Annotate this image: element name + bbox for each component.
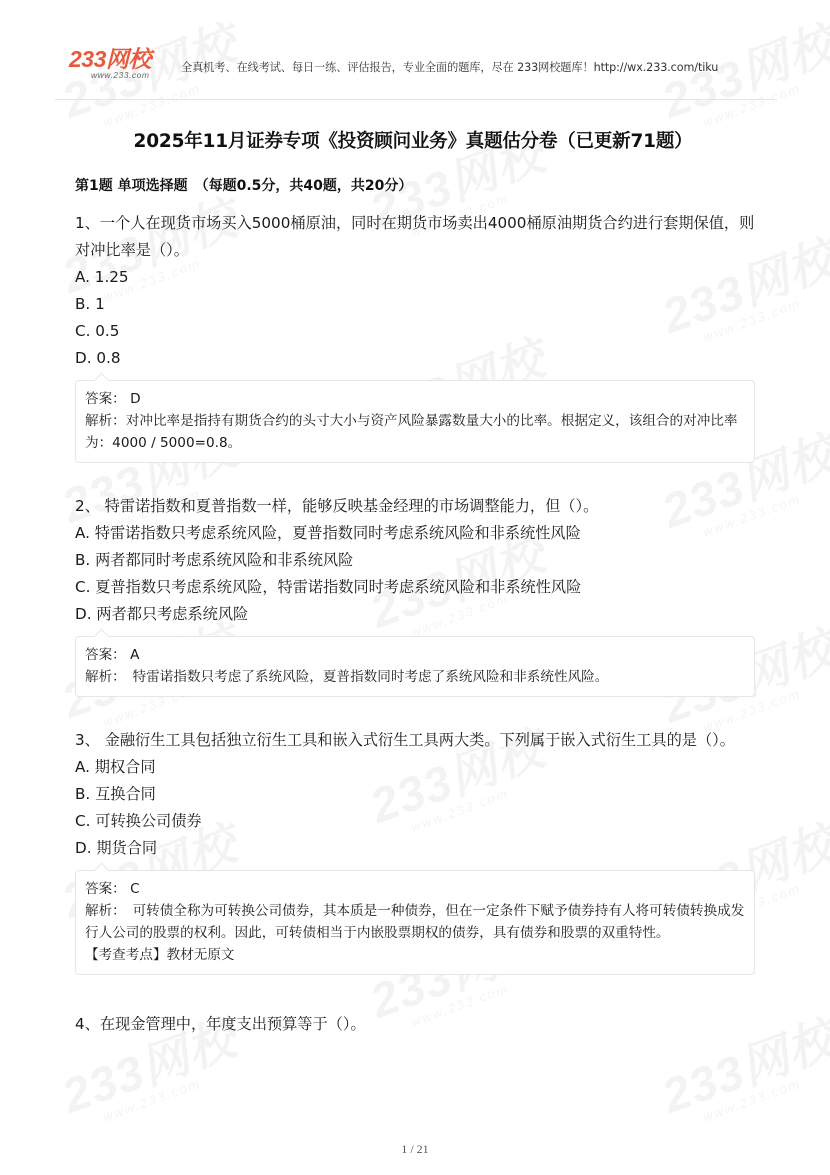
document-title: 2025年11月证券专项《投资顾问业务》真题估分卷（已更新71题） xyxy=(133,131,693,152)
explanation-label: 解析： xyxy=(85,413,126,429)
question-3 xyxy=(75,727,755,975)
option-a: A. 1.25 xyxy=(75,268,129,286)
option-d: D. 0.8 xyxy=(75,349,121,367)
explanation-label: 解析： xyxy=(85,903,119,919)
answer-box xyxy=(75,380,755,463)
answer-box xyxy=(75,636,755,697)
option-c: C. 可转换公司债券 xyxy=(75,812,202,830)
question-2 xyxy=(75,493,755,697)
page-header xyxy=(55,42,775,100)
answer-label: 答案： xyxy=(85,391,126,407)
question-1 xyxy=(75,210,755,463)
answer-value: D xyxy=(130,391,141,407)
explanation xyxy=(85,666,745,688)
answer-label: 答案： xyxy=(85,647,126,663)
explanation xyxy=(85,410,745,454)
option-a: A. 特雷诺指数只考虑系统风险，夏普指数同时考虑系统风险和非系统性风险 xyxy=(75,524,581,542)
answer-label: 答案： xyxy=(85,881,126,897)
answer-line xyxy=(85,878,745,900)
answer-value: C xyxy=(130,881,140,897)
option-c: C. 夏普指数只考虑系统风险，特雷诺指数同时考虑系统风险和非系统性风险 xyxy=(75,578,582,596)
option-b: B. 1 xyxy=(75,295,105,313)
question-stem: 2、 特雷诺指数和夏普指数一样，能够反映基金经理的市场调整能力，但（）。 xyxy=(75,497,599,515)
answer-value: A xyxy=(130,647,140,663)
exam-point-note: 【考查考点】教材无原文 xyxy=(85,947,235,963)
option-b: B. 两者都同时考虑系统风险和非系统风险 xyxy=(75,551,354,569)
logo-text: 233网校 xyxy=(69,46,151,72)
option-d: D. 两者都只考虑系统风险 xyxy=(75,605,249,623)
answer-box xyxy=(75,870,755,975)
section-title: 第1题 单项选择题 （每题0.5分，共40题，共20分） xyxy=(75,178,413,194)
option-a: A. 期权合同 xyxy=(75,758,156,776)
header-divider xyxy=(55,99,775,100)
question-stem: 3、 金融衍生工具包括独立衍生工具和嵌入式衍生工具两大类。下列属于嵌入式衍生工具的是（）。 xyxy=(75,731,735,749)
explanation-text: 特雷诺指数只考虑了系统风险，夏普指数同时考虑了系统风险和非系统性风险。 xyxy=(118,669,609,685)
question-stem: 1、一个人在现货市场买入5000桶原油，同时在期货市场卖出4000桶原油期货合约进行套期保值，则对冲比率是（）。 xyxy=(75,214,755,259)
explanation-text: 对冲比率是指持有期货合约的头寸大小与资产风险暴露数量大小的比率。根据定义，该组合的对冲比率为：4000 / 5000=0.8。 xyxy=(85,413,738,451)
option-c: C. 0.5 xyxy=(75,322,120,340)
option-b: B. 互换合同 xyxy=(75,785,156,803)
answer-line xyxy=(85,644,745,666)
explanation-text: 可转债全称为可转换公司债券，其本质是一种债券，但在一定条件下赋予债券持有人将可转债转换成发行人公司的股票的权利。因此，可转债相当于内嵌股票期权的债券，具有债券和股票的双重特性。 xyxy=(85,903,745,941)
logo-url: www.233.com xyxy=(91,70,150,80)
question-4 xyxy=(75,1011,755,1038)
logo[interactable] xyxy=(69,48,169,80)
document-body xyxy=(75,128,755,1038)
explanation-label: 解析： xyxy=(85,669,119,685)
header-tagline: 全真机考、在线考试、每日一练、评估报告，专业全面的题库，尽在 233网校题库！http://wx.233.com/tiku xyxy=(181,61,719,74)
question-stem: 4、在现金管理中，年度支出预算等于（）。 xyxy=(75,1015,366,1033)
page-number: 1 / 21 xyxy=(401,1142,429,1156)
answer-line xyxy=(85,388,745,410)
explanation xyxy=(85,900,745,944)
option-d: D. 期货合同 xyxy=(75,839,158,857)
